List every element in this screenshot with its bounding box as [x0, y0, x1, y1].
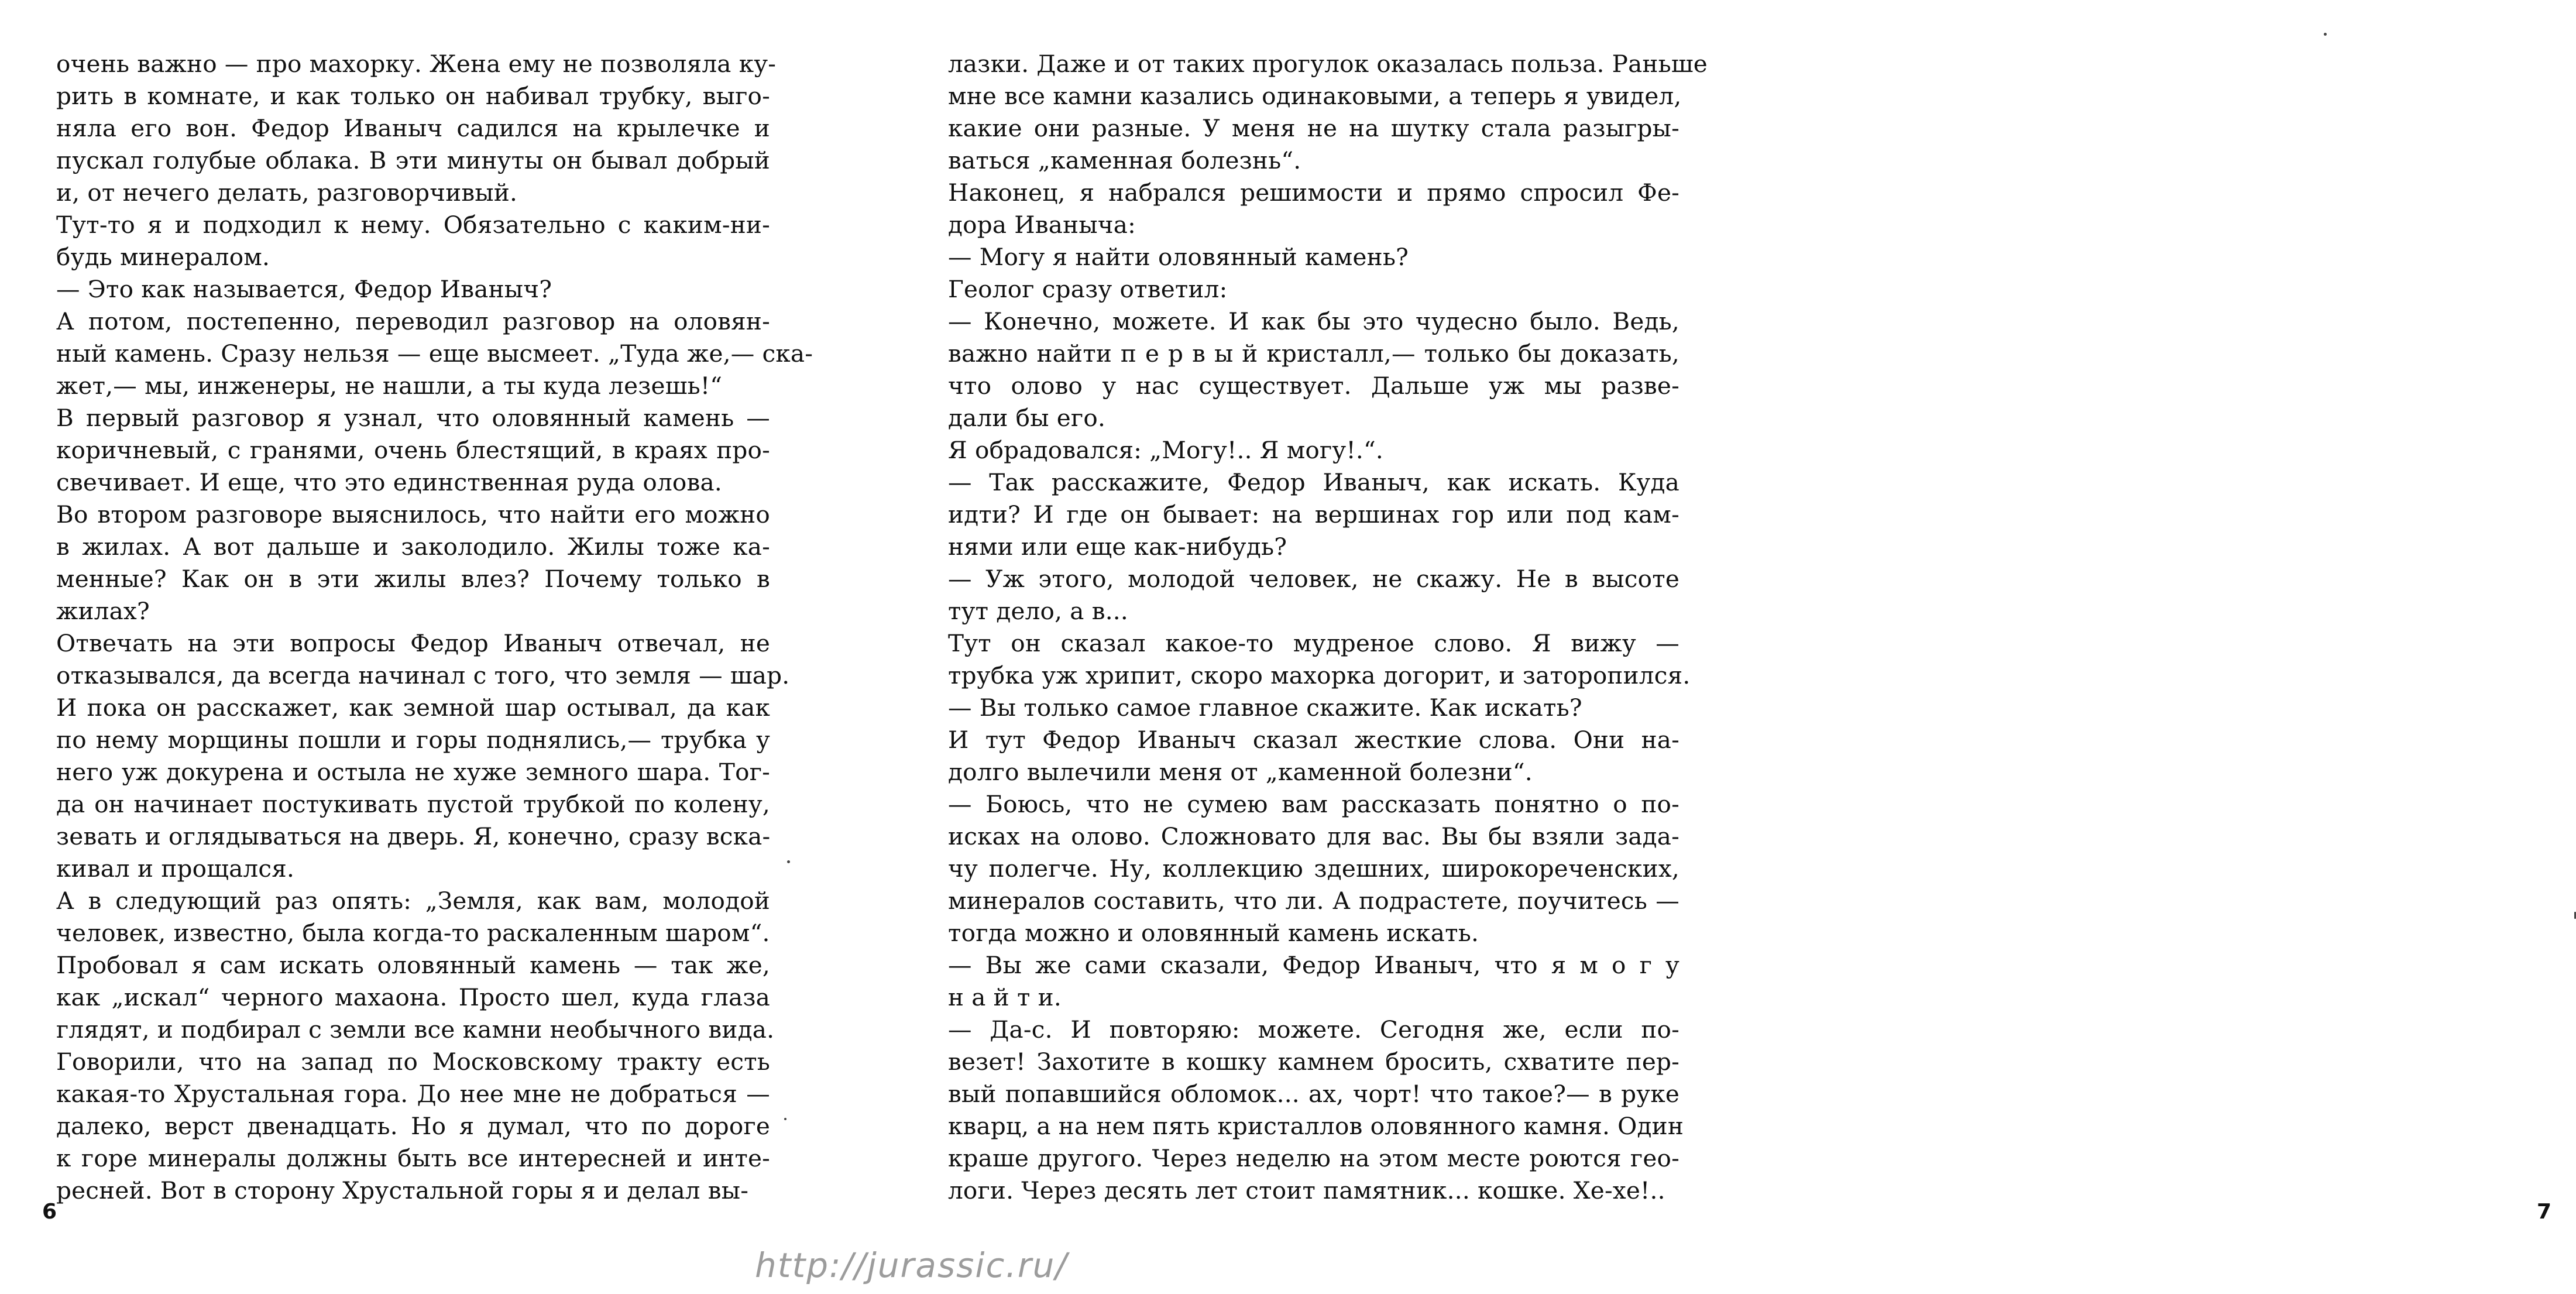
text-line: — Боюсь, что не сумею вам рассказать понятно о по-	[948, 790, 1679, 818]
text-line: ресней. Вот в сторону Хрустальной горы я и делал вы-	[56, 1176, 749, 1204]
text-line: кварц, а на нем пять кристаллов оловянного камня. Один	[948, 1112, 1684, 1140]
text-line: зевать и оглядываться на дверь. Я, конечно, сразу вска-	[56, 822, 771, 850]
text-line: И тут Федор Иваныч сказал жесткие слова. Они на-	[948, 726, 1679, 754]
text-line: Тут он сказал какое-то мудреное слово. Я вижу —	[948, 629, 1679, 657]
text-line: важно найти п е р в ы й кристалл,— только бы доказать,	[948, 339, 1679, 368]
text-line: глядят, и подбирал с земли все камни необычного вида.	[56, 1015, 775, 1044]
watermark-url: http://jurassic.ru/	[755, 1245, 1068, 1285]
text-line: мне все камни казались одинаковыми, а теперь я увидел,	[948, 82, 1682, 110]
text-line: лазки. Даже и от таких прогулок оказалась польза. Раньше	[948, 50, 1708, 78]
text-line: какая-то Хрустальная гора. До нее мне не добраться —	[56, 1080, 770, 1108]
text-line: Я обрадовался: „Могу!.. Я могу!.“.	[948, 436, 1383, 464]
scan-speck	[2324, 33, 2327, 36]
text-line: кивал и прощался.	[56, 854, 295, 883]
text-line: И пока он расскажет, как земной шар остывал, да как	[56, 694, 770, 722]
text-line: А потом, постепенно, переводил разговор на оловян-	[56, 307, 770, 335]
text-line: н а й т и.	[948, 983, 1062, 1011]
text-line: пускал голубые облака. В эти минуты он бывал добрый	[56, 146, 770, 174]
text-line: тогда можно и оловянный камень искать.	[948, 919, 1479, 947]
text-line: какие они разные. У меня не на шутку стала разыгры-	[948, 114, 1679, 142]
right-page-text	[948, 48, 1708, 1207]
text-line: как „искал“ черного махаона. Просто шел, куда глаза	[56, 983, 770, 1011]
text-line: тут дело, а в...	[948, 597, 1128, 625]
text-line: А в следующий раз опять: „Земля, как вам, молодой	[56, 887, 770, 915]
text-line: вый попавшийся обломок... ах, чорт! что такое?— в руке	[948, 1080, 1679, 1108]
text-line: отказывался, да всегда начинал с того, что земля — шар.	[56, 661, 790, 689]
text-line: жилах?	[56, 597, 150, 625]
text-line: — Да-с. И повторяю: можете. Сегодня же, если по-	[948, 1015, 1679, 1044]
text-line: Пробовал я сам искать оловянный камень — так же,	[56, 951, 770, 979]
text-line: идти? И где он бывает: на вершинах гор или под кам-	[948, 500, 1679, 528]
text-line: дора Иваныча:	[948, 211, 1136, 239]
text-line: к горе минералы должны быть все интересней и инте-	[56, 1144, 770, 1172]
text-line: Тут-то я и подходил к нему. Обязательно с каким-ни-	[56, 211, 770, 239]
text-line: исках на олово. Сложновато для вас. Вы бы взяли зада-	[948, 822, 1679, 850]
text-line: менные? Как он в эти жилы влез? Почему только в	[56, 565, 770, 593]
text-line: дали бы его.	[948, 404, 1106, 432]
scan-speck	[784, 1118, 786, 1120]
text-line: трубка уж хрипит, скоро махорка догорит, и заторопился.	[948, 661, 1691, 689]
text-line: очень важно — про махорку. Жена ему не позволяла ку-	[56, 50, 777, 78]
text-line: будь минералом.	[56, 243, 270, 271]
text-line: ный камень. Сразу нельзя — еще высмеет. „Туда же,— ска-	[56, 339, 813, 368]
text-line: человек, известно, была когда-то раскаленным шаром“.	[56, 919, 770, 947]
text-line: нями или еще как-нибудь?	[948, 533, 1287, 561]
text-line: ваться „каменная болезнь“.	[948, 146, 1301, 174]
text-line: жет,— мы, инженеры, не нашли, а ты куда лезешь!“	[56, 372, 723, 400]
text-line: Геолог сразу ответил:	[948, 275, 1228, 303]
text-line: В первый разговор я узнал, что оловянный камень —	[56, 404, 770, 432]
text-line: долго вылечили меня от „каменной болезни“.	[948, 758, 1533, 786]
text-line: минералов составить, что ли. А подрастете, поучитесь —	[948, 887, 1679, 915]
page-number-right: 7	[2537, 1200, 2552, 1224]
text-line: далеко, верст двенадцать. Но я думал, что по дороге	[56, 1112, 770, 1140]
text-line: и, от нечего делать, разговорчивый.	[56, 179, 518, 207]
text-line: — Так расскажите, Федор Иваныч, как искать. Куда	[948, 468, 1679, 496]
right-page	[876, 0, 2552, 1294]
text-line: — Уж этого, молодой человек, не скажу. Не в высоте	[948, 565, 1679, 593]
text-line: да он начинает постукивать пустой трубкой по колену,	[56, 790, 770, 818]
text-line: Наконец, я набрался решимости и прямо спросил Фе-	[948, 179, 1679, 207]
text-line: везет! Захотите в кошку камнем бросить, схватите пер-	[948, 1048, 1679, 1076]
page-number-left: 6	[42, 1200, 57, 1224]
text-line: — Это как называется, Федор Иваныч?	[56, 275, 552, 303]
text-line: — Вы только самое главное скажите. Как искать?	[948, 694, 1582, 722]
text-line: Говорили, что на запад по Московскому тракту есть	[56, 1048, 770, 1076]
text-line: в жилах. А вот дальше и заколодило. Жилы тоже ка-	[56, 533, 770, 561]
text-line: рить в комнате, и как только он набивал трубку, выго-	[56, 82, 770, 110]
text-line: свечивает. И еще, что это единственная руда олова.	[56, 468, 722, 496]
text-line: логи. Через десять лет стоит памятник... кошке. Хе-хе!..	[948, 1176, 1665, 1204]
scan-speck	[787, 860, 790, 863]
text-line: Отвечать на эти вопросы Федор Иваныч отвечал, не	[56, 629, 770, 657]
text-line: чу полегче. Ну, коллекцию здешних, широкореченских,	[948, 854, 1679, 883]
text-line: что олово у нас существует. Дальше уж мы разве-	[948, 372, 1679, 400]
text-line: по нему морщины пошли и горы поднялись,— трубка у	[56, 726, 770, 754]
text-line: краше другого. Через неделю на этом месте роются гео-	[948, 1144, 1679, 1172]
text-line: коричневый, с гранями, очень блестящий, в краях про-	[56, 436, 770, 464]
text-line: — Вы же сами сказали, Федор Иваныч, что я м о г у	[948, 951, 1679, 979]
left-page	[0, 0, 876, 1294]
text-line: — Могу я найти оловянный камень?	[948, 243, 1409, 271]
text-line: — Конечно, можете. И как бы это чудесно было. Ведь,	[948, 307, 1679, 335]
text-line: Во втором разговоре выяснилось, что найти его можно	[56, 500, 770, 528]
text-line: него уж докурена и остыла не хуже земного шара. Тог-	[56, 758, 770, 786]
left-page-text	[56, 48, 813, 1207]
text-line: няла его вон. Федор Иваныч садился на крылечке и	[56, 114, 770, 142]
